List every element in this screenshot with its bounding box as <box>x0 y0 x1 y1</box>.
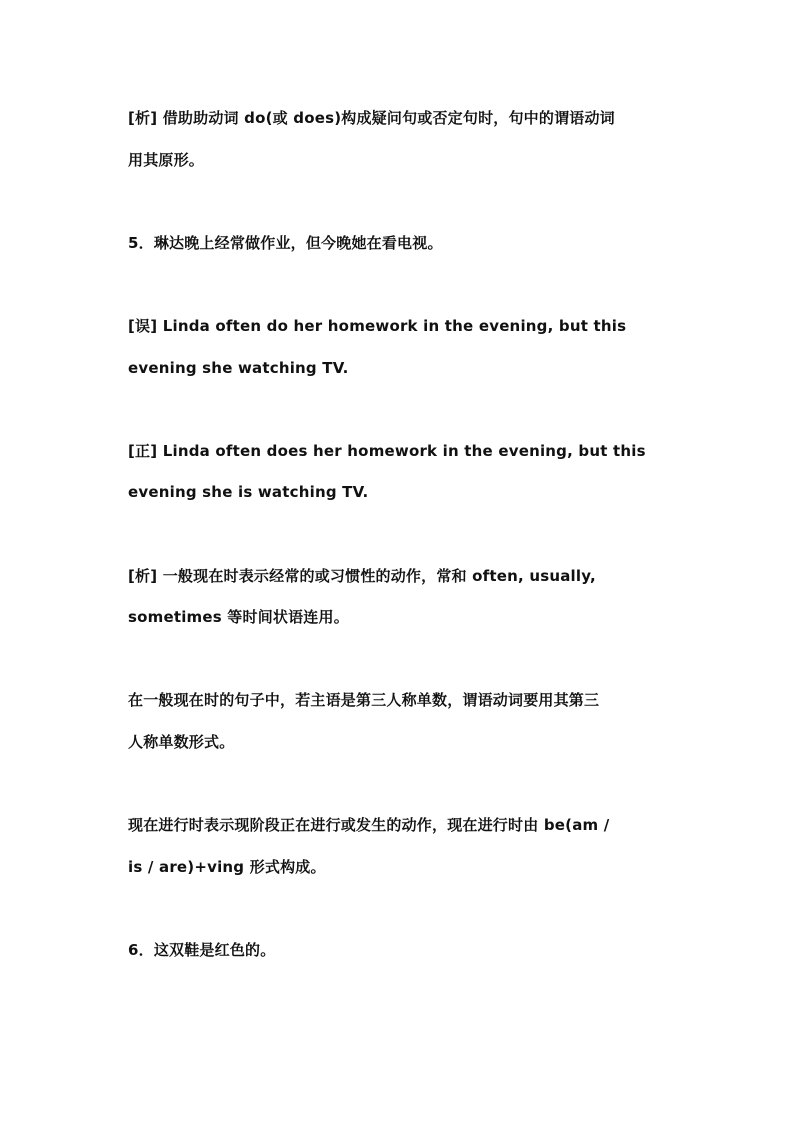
text-line: is / are)+ving 形式构成。 <box>128 858 326 876</box>
text-line: 在一般现在时的句子中，若主语是第三人称单数，谓语动词要用其第三 <box>128 691 600 709</box>
text-line: [正] Linda often does her homework in the evening, but this <box>128 442 646 460</box>
text-line: 现在进行时表示现阶段正在进行或发生的动作，现在进行时由 be(am / <box>128 816 610 834</box>
text-line: 人称单数形式。 <box>128 733 235 751</box>
text-line: 用其原形。 <box>128 151 205 169</box>
text-line: [误] Linda often do her homework in the evening, but this <box>128 317 627 335</box>
text-line: 5．琳达晚上经常做作业，但今晚她在看电视。 <box>128 234 443 252</box>
text-line: sometimes 等时间状语连用。 <box>128 608 349 626</box>
text-line: evening she watching TV. <box>128 359 349 377</box>
text-line: [析] 借助助动词 do(或 does)构成疑问句或否定句时，句中的谓语动词 <box>128 109 615 127</box>
text-line: evening she is watching TV. <box>128 483 369 501</box>
text-line: [析] 一般现在时表示经常的或习惯性的动作，常和 often, usually, <box>128 567 596 585</box>
text-line: 6．这双鞋是红色的。 <box>128 941 276 959</box>
